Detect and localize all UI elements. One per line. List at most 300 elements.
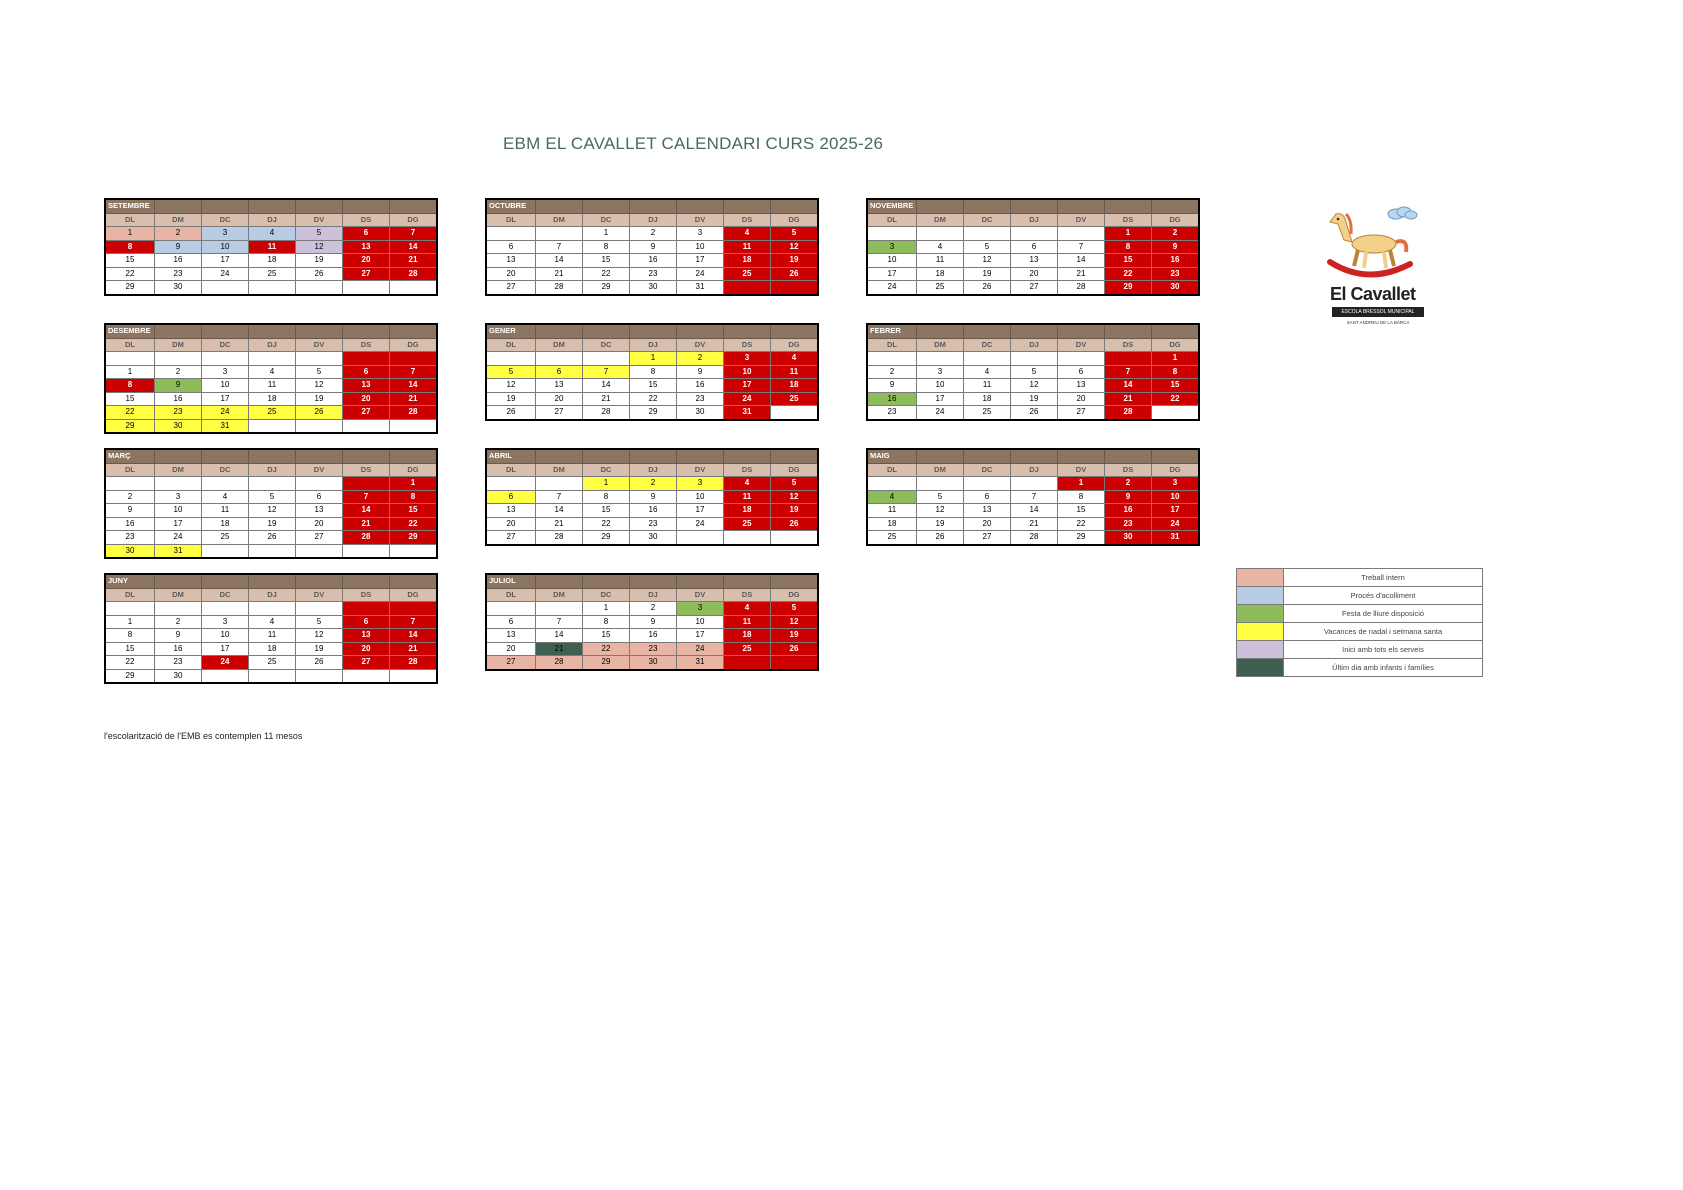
day-cell: 1 [105,227,155,241]
day-cell: 28 [1105,406,1152,420]
week-row [486,379,818,393]
month-header-cell [249,199,296,213]
day-cell: 14 [390,240,438,254]
day-cell: 3 [155,490,202,504]
week-row [105,544,437,558]
week-row [105,504,437,518]
day-cell: 24 [1152,517,1200,531]
week-row [867,240,1199,254]
logo-brand-text: El Cavallet [1330,284,1416,304]
day-cell: 9 [155,629,202,643]
month-header-cell [202,199,249,213]
day-cell: 28 [343,531,390,545]
month-calendar-0 [104,198,438,296]
month-header-cell [1152,449,1200,463]
month-header-cell [1058,199,1105,213]
day-cell: 22 [105,267,155,281]
month-header-cell [630,449,677,463]
month-header-cell [630,199,677,213]
day-cell: 4 [771,352,819,366]
day-cell: 3 [202,227,249,241]
day-cell: 28 [1058,281,1105,295]
week-row [105,656,437,670]
day-cell: 11 [771,365,819,379]
day-cell: 25 [724,642,771,656]
week-row [105,490,437,504]
day-cell [1105,352,1152,366]
day-cell: 3 [1152,477,1200,491]
month-calendar-6 [104,448,438,559]
day-cell: 2 [677,352,724,366]
day-cell: 21 [390,392,438,406]
month-name: DESEMBRE [105,324,155,338]
day-cell: 25 [917,281,964,295]
logo-subtitle: SANT ANDREU DE LA BARCA [1346,320,1410,325]
day-cell: 20 [1058,392,1105,406]
week-row [486,406,818,420]
month-header-cell [296,199,343,213]
day-cell: 8 [390,490,438,504]
weekday-header: DC [964,213,1011,227]
day-cell: 2 [155,615,202,629]
day-cell: 11 [249,629,296,643]
day-cell: 4 [867,490,917,504]
day-cell [771,656,819,670]
legend-swatch [1237,659,1284,677]
week-row [867,379,1199,393]
day-cell: 17 [917,392,964,406]
day-cell: 18 [249,642,296,656]
month-header-cell [1011,199,1058,213]
weekday-header: DL [486,588,536,602]
weekday-header: DV [1058,338,1105,352]
day-cell: 13 [486,629,536,643]
month-header-cell [343,199,390,213]
month-header-cell [724,324,771,338]
month-name: JUNY [105,574,155,588]
weekday-header: DC [202,213,249,227]
day-cell: 5 [296,365,343,379]
day-cell: 20 [964,517,1011,531]
day-cell: 7 [1011,490,1058,504]
day-cell: 25 [724,267,771,281]
day-cell [155,352,202,366]
day-cell: 7 [1058,240,1105,254]
month-header-cell [536,324,583,338]
day-cell: 22 [1152,392,1200,406]
weekday-header: DG [390,588,438,602]
day-cell [390,281,438,295]
day-cell: 28 [583,406,630,420]
day-cell: 5 [917,490,964,504]
day-cell [867,352,917,366]
day-cell: 21 [390,642,438,656]
day-cell: 6 [343,365,390,379]
month-header-cell [724,574,771,588]
day-cell: 2 [105,490,155,504]
day-cell: 28 [390,406,438,420]
day-cell: 19 [964,267,1011,281]
day-cell: 10 [155,504,202,518]
day-cell: 1 [105,365,155,379]
day-cell: 21 [343,517,390,531]
month-name: MAIG [867,449,917,463]
day-cell [964,227,1011,241]
day-cell [964,477,1011,491]
day-cell: 16 [155,254,202,268]
day-cell [296,602,343,616]
week-row [486,281,818,295]
day-cell: 27 [536,406,583,420]
month-header-cell [536,199,583,213]
day-cell: 12 [296,629,343,643]
day-cell: 15 [105,392,155,406]
day-cell: 6 [296,490,343,504]
legend-swatch [1237,569,1284,587]
week-row [105,406,437,420]
day-cell: 18 [724,629,771,643]
weekday-header: DC [583,338,630,352]
day-cell: 30 [630,281,677,295]
day-cell [296,352,343,366]
day-cell: 5 [771,602,819,616]
legend-swatch [1237,641,1284,659]
day-cell: 27 [964,531,1011,545]
month-header-cell [296,449,343,463]
day-cell: 29 [105,669,155,683]
day-cell: 14 [536,504,583,518]
day-cell: 20 [343,254,390,268]
month-header-cell [390,449,438,463]
weekday-header: DM [155,588,202,602]
month-header-cell [202,324,249,338]
day-cell: 8 [105,379,155,393]
day-cell: 14 [390,629,438,643]
day-cell: 5 [771,477,819,491]
week-row [105,267,437,281]
week-row [867,254,1199,268]
day-cell: 22 [1058,517,1105,531]
day-cell: 18 [202,517,249,531]
day-cell: 16 [867,392,917,406]
day-cell: 22 [583,267,630,281]
month-header-cell [630,324,677,338]
weekday-header: DL [486,213,536,227]
day-cell: 25 [249,267,296,281]
day-cell: 9 [1152,240,1200,254]
day-cell: 21 [536,267,583,281]
month-name: NOVEMBRE [867,199,917,213]
day-cell: 26 [771,267,819,281]
weekday-header: DC [202,588,249,602]
legend-swatch [1237,623,1284,641]
day-cell: 23 [630,642,677,656]
day-cell: 19 [486,392,536,406]
day-cell: 12 [296,379,343,393]
weekday-header: DJ [630,588,677,602]
weekday-header: DG [390,338,438,352]
day-cell: 9 [630,240,677,254]
day-cell: 22 [583,517,630,531]
day-cell: 26 [296,656,343,670]
month-header-cell [677,449,724,463]
day-cell: 11 [249,240,296,254]
month-header-cell [390,574,438,588]
day-cell: 12 [771,490,819,504]
day-cell: 2 [1105,477,1152,491]
weekday-header: DJ [1011,463,1058,477]
day-cell: 19 [771,629,819,643]
day-cell: 27 [296,531,343,545]
legend-label: Últim dia amb infants i famílies [1284,659,1483,677]
day-cell [1011,227,1058,241]
month-header-cell [249,324,296,338]
weekday-header: DG [1152,463,1200,477]
day-cell [917,477,964,491]
day-cell: 24 [867,281,917,295]
day-cell: 31 [155,544,202,558]
day-cell: 2 [867,365,917,379]
day-cell: 6 [486,240,536,254]
day-cell: 22 [390,517,438,531]
day-cell: 24 [202,267,249,281]
day-cell [343,602,390,616]
month-calendar-2 [866,198,1200,296]
weekday-header: DJ [630,463,677,477]
week-row [486,642,818,656]
day-cell: 20 [536,392,583,406]
day-cell [202,352,249,366]
day-cell: 6 [1058,365,1105,379]
weekday-header: DC [583,213,630,227]
day-cell: 1 [583,602,630,616]
month-name: SETEMBRE [105,199,155,213]
day-cell: 22 [1105,267,1152,281]
day-cell: 2 [630,477,677,491]
day-cell: 7 [343,490,390,504]
day-cell: 15 [583,629,630,643]
day-cell [343,419,390,433]
day-cell: 12 [917,504,964,518]
day-cell: 24 [155,531,202,545]
day-cell: 19 [249,517,296,531]
day-cell: 19 [296,642,343,656]
day-cell: 23 [1105,517,1152,531]
day-cell: 28 [536,531,583,545]
day-cell: 27 [343,406,390,420]
day-cell [771,406,819,420]
week-row [867,531,1199,545]
day-cell: 12 [249,504,296,518]
day-cell: 6 [486,615,536,629]
day-cell: 23 [155,267,202,281]
weekday-header: DG [390,213,438,227]
day-cell: 8 [583,490,630,504]
month-header-cell [1152,199,1200,213]
day-cell: 13 [486,254,536,268]
day-cell: 9 [867,379,917,393]
month-header-cell [1152,324,1200,338]
day-cell: 31 [677,656,724,670]
day-cell: 18 [249,392,296,406]
day-cell: 26 [771,517,819,531]
day-cell [105,352,155,366]
weekday-header: DL [105,338,155,352]
month-header-cell [1058,449,1105,463]
day-cell: 1 [583,477,630,491]
day-cell: 11 [964,379,1011,393]
day-cell [249,477,296,491]
day-cell: 1 [1152,352,1200,366]
day-cell: 5 [296,615,343,629]
legend-row [1237,659,1483,677]
day-cell: 22 [105,656,155,670]
weekday-header: DC [583,588,630,602]
month-header-cell [583,574,630,588]
day-cell: 6 [964,490,1011,504]
week-row [105,392,437,406]
day-cell: 18 [917,267,964,281]
day-cell: 17 [202,392,249,406]
month-name: JULIOL [486,574,536,588]
week-row [867,406,1199,420]
week-row [867,490,1199,504]
week-row [486,477,818,491]
day-cell: 16 [630,504,677,518]
day-cell: 12 [486,379,536,393]
day-cell: 14 [1058,254,1105,268]
legend-label: Procés d'acolliment [1284,587,1483,605]
month-header-cell [771,199,819,213]
day-cell: 18 [249,254,296,268]
day-cell: 31 [677,281,724,295]
legend-swatch [1237,587,1284,605]
day-cell: 15 [1105,254,1152,268]
month-calendar-10 [485,573,819,671]
day-cell: 13 [486,504,536,518]
weekday-header: DV [677,213,724,227]
day-cell: 24 [724,392,771,406]
day-cell: 8 [583,615,630,629]
day-cell: 26 [296,406,343,420]
day-cell: 11 [724,240,771,254]
week-row [105,254,437,268]
day-cell: 2 [630,602,677,616]
day-cell: 19 [1011,392,1058,406]
day-cell: 15 [105,642,155,656]
day-cell: 3 [724,352,771,366]
week-row [105,352,437,366]
day-cell: 2 [630,227,677,241]
weekday-header: DG [771,588,819,602]
weekday-header: DM [917,213,964,227]
week-row [867,392,1199,406]
day-cell: 29 [105,281,155,295]
day-cell: 26 [486,406,536,420]
day-cell: 12 [771,240,819,254]
day-cell: 9 [630,615,677,629]
weekday-header: DV [296,338,343,352]
day-cell: 31 [1152,531,1200,545]
legend-label: Treball intern [1284,569,1483,587]
day-cell: 7 [583,365,630,379]
day-cell: 4 [724,477,771,491]
month-calendar-9 [104,573,438,684]
week-row [486,254,818,268]
day-cell: 20 [343,642,390,656]
footnote: l'escolarització de l'EMB es contemplen 11 mesos [104,731,303,741]
month-header-cell [630,574,677,588]
day-cell: 16 [1105,504,1152,518]
day-cell: 31 [724,406,771,420]
weekday-header: DS [724,463,771,477]
month-header-cell [724,449,771,463]
month-header-cell [1105,199,1152,213]
day-cell: 9 [630,490,677,504]
weekday-header: DL [867,463,917,477]
month-header-cell [1105,324,1152,338]
weekday-header: DM [155,463,202,477]
weekday-header: DJ [630,338,677,352]
day-cell [296,544,343,558]
day-cell: 1 [390,477,438,491]
day-cell [1011,352,1058,366]
day-cell: 13 [964,504,1011,518]
month-header-cell [1011,324,1058,338]
day-cell: 11 [917,254,964,268]
day-cell: 24 [677,267,724,281]
day-cell: 30 [630,531,677,545]
day-cell: 10 [867,254,917,268]
month-header-cell [155,574,202,588]
day-cell: 24 [677,642,724,656]
day-cell: 16 [630,629,677,643]
weekday-header: DG [771,338,819,352]
week-row [105,379,437,393]
day-cell: 21 [1058,267,1105,281]
weekday-header: DS [343,213,390,227]
day-cell: 5 [1011,365,1058,379]
legend-swatch [1237,605,1284,623]
day-cell: 15 [583,254,630,268]
day-cell [1152,406,1200,420]
weekday-header: DM [536,213,583,227]
day-cell: 13 [296,504,343,518]
day-cell: 17 [677,629,724,643]
day-cell: 17 [724,379,771,393]
day-cell: 30 [155,669,202,683]
week-row [105,669,437,683]
month-header-cell [343,574,390,588]
week-row [105,240,437,254]
week-row [486,629,818,643]
week-row [867,365,1199,379]
month-header-cell [343,449,390,463]
day-cell: 3 [677,227,724,241]
day-cell [249,419,296,433]
week-row [105,615,437,629]
day-cell: 21 [583,392,630,406]
day-cell: 12 [296,240,343,254]
day-cell: 23 [105,531,155,545]
month-header-cell [296,574,343,588]
month-header-cell [202,449,249,463]
day-cell: 3 [202,615,249,629]
day-cell: 18 [867,517,917,531]
weekday-header: DJ [1011,213,1058,227]
month-header-cell [724,199,771,213]
day-cell [202,602,249,616]
